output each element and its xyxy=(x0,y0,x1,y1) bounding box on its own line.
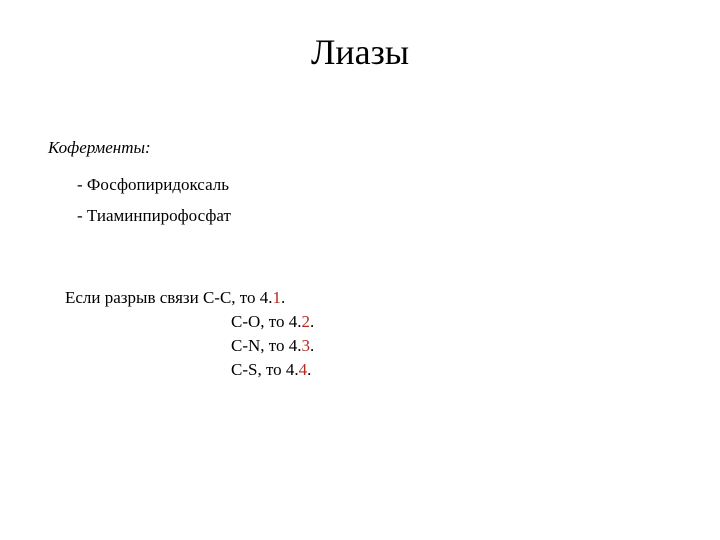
coenzymes-heading: Коферменты: xyxy=(48,138,151,157)
slide-title: Лиазы xyxy=(310,32,410,72)
enzyme-subclass-number: 2 xyxy=(301,312,310,331)
bond-rule-text: Если разрыв связи С-С, то 4. xyxy=(65,288,273,307)
bond-rule-period: . xyxy=(281,288,286,307)
bond-rule-text: С-S, то 4. xyxy=(231,360,299,379)
bond-rule-line xyxy=(231,311,314,333)
bond-rule-period: . xyxy=(307,360,312,379)
bond-rule-line xyxy=(231,359,311,381)
bond-rule-line xyxy=(231,335,314,357)
bond-rule-period: . xyxy=(309,336,315,355)
enzyme-subclass-number: 4 xyxy=(298,360,308,379)
bond-rule-text: С-О, то 4. xyxy=(231,312,302,331)
enzyme-subclass-number: 3 xyxy=(301,336,310,355)
bond-rule-line xyxy=(65,287,285,309)
coenzyme-item: - Фосфопиридоксаль xyxy=(77,175,229,194)
coenzyme-item: - Тиаминпирофосфат xyxy=(77,206,231,225)
bond-rule-text: С-N, то 4. xyxy=(231,336,302,355)
enzyme-subclass-number: 1 xyxy=(272,288,281,307)
bond-rule-period: . xyxy=(309,312,315,331)
